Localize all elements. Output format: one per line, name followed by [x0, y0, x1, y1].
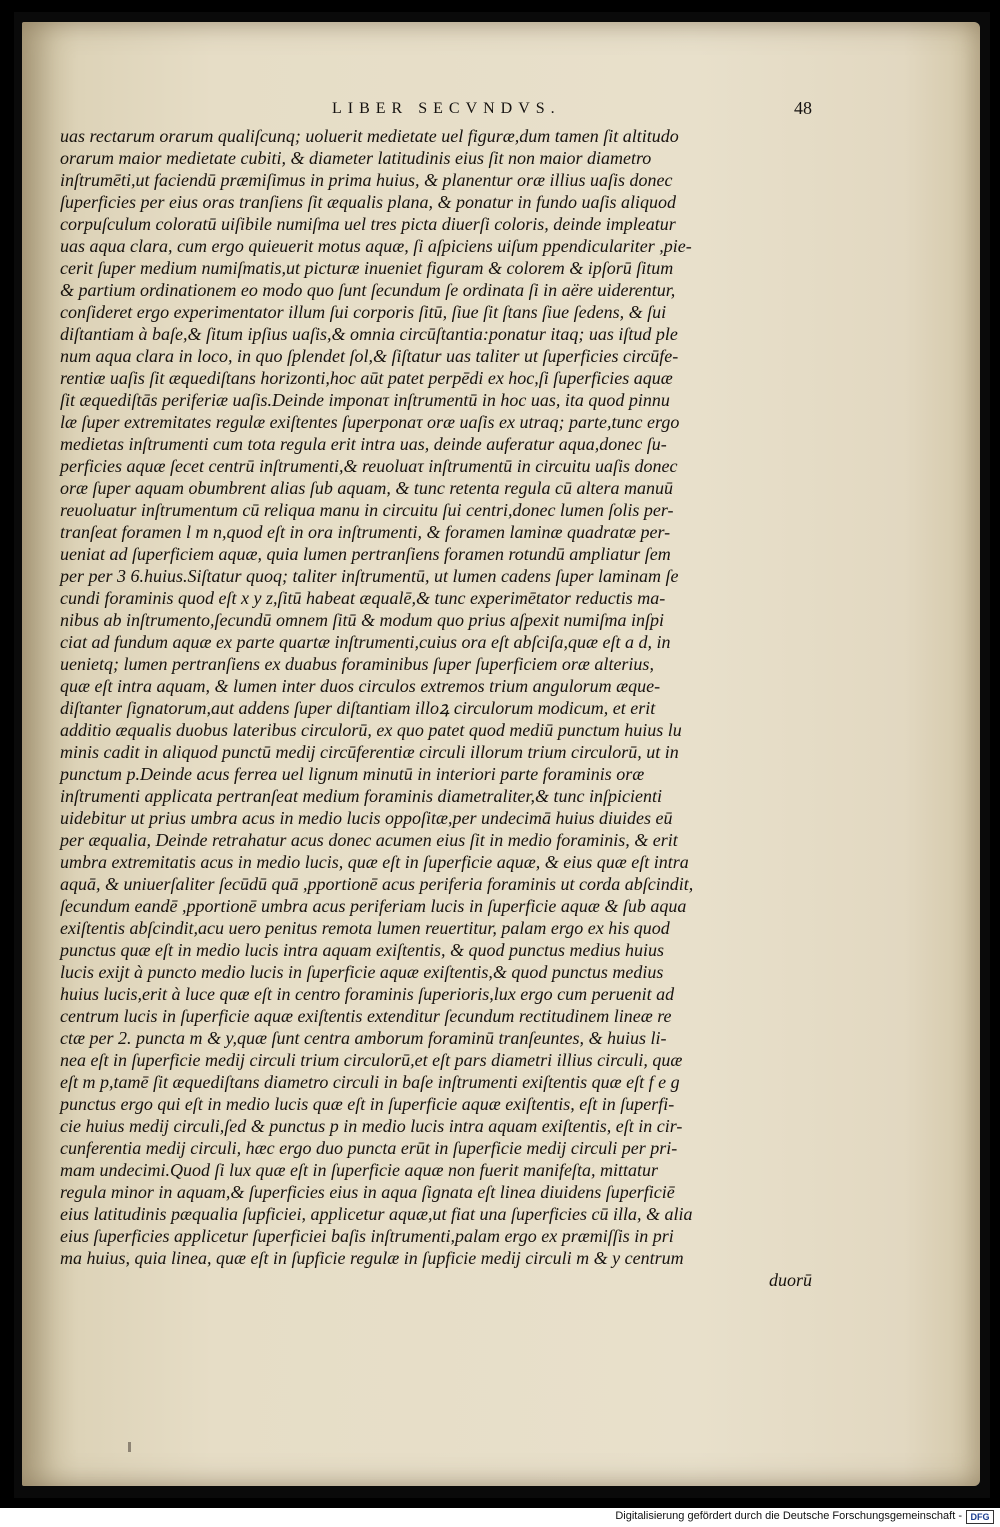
text-line: & partium ordinationem eo modo quo ſunt ſecundum ſe ordinata ſi in aëre uiderentur, — [60, 280, 676, 300]
text-line: eſt m p,tamē ſit æquediſtans diametro circuli in baſe inſtrumenti exiſtentis quæ eſt f e g — [60, 1072, 680, 1092]
funding-credit: Digitalisierung gefördert durch die Deutsche Forschungsgemeinschaft - — [615, 1510, 962, 1522]
text-line: umbra extremitatis acus in medio lucis, quæ eſt in ſuperficie aquæ, & eius quæ eſt intra — [60, 852, 689, 872]
text-line: punctum p.Deinde acus ferrea uel lignum minutū in interiori parte foraminis oræ — [60, 764, 645, 784]
text-line: uenietq; lumen pertranſiens ex duabus foraminibus ſuper ſuperficiem oræ alterius, — [60, 654, 654, 674]
text-line: ſecundum eandē ,pportionē umbra acus periferiam lucis in ſuperficie aquæ & ſub aqua — [60, 896, 687, 916]
text-line: ctæ per 2. puncta m & y,quæ ſunt centra amborum foraminū tranſeuntes, & huius li- — [60, 1028, 667, 1048]
text-line: aquā, & uniuerſaliter ſecūdū quā ,pportionē acus periferia foraminis ut corda abſcindit, — [60, 874, 694, 894]
text-line: mam undecimi.Quod ſi lux quæ eſt in ſuperficie aquæ non fuerit manifeſta, mittatur — [60, 1160, 658, 1180]
text-line: lucis exijt à puncto medio lucis in ſuperficie aquæ exiſtentis,& quod punctus medius — [60, 962, 664, 982]
text-line: oræ ſuper aquam obumbrent alias ſub aquam, & tunc retenta regula cū altera manuū — [60, 478, 673, 498]
text-line: læ ſuper extremitates regulæ exiſtentes ſuperponaτ oræ uaſis ex utraq; parte,tunc ergo — [60, 412, 680, 432]
text-block — [60, 125, 812, 1290]
catchword: duorū — [768, 1270, 812, 1290]
text-line: cerit ſuper medium numiſmatis,ut picturæ inueniet figuram & colorem & ipſorū ſitum — [60, 258, 674, 278]
text-line: cundi foraminis quod eſt x y z,ſitū habeat æqualē,& tunc experimētator reductis ma- — [60, 588, 666, 608]
text-line: additio æqualis duobus lateribus circulorū, ex quo patet quod mediū punctum huius lu — [60, 720, 682, 740]
text-line: ſuperficies per eius oras tranſiens ſit æqualis plana, & ponatur in fundo uaſis aliquod — [60, 192, 677, 212]
text-line: corpuſculum coloratū uiſibile numiſma uel tres picta diuerſi coloris, deinde impleatur — [60, 214, 676, 234]
text-line: eius ſuperficies applicetur ſuperficiei baſis inſtrumenti,palam ergo ex præmiſſis in pri — [60, 1226, 674, 1246]
text-line: cie huius medij circuli,ſed & punctus p in medio lucis intra aquam exiſtentis, eſt in cir- — [60, 1116, 683, 1136]
text-line: ciat ad fundum aquæ ex parte quartæ inſtrumenti,cuius ora eſt abſciſa,quæ eſt a d, in — [60, 632, 671, 652]
text-line: inſtrumenti applicata pertranſeat medium foraminis diametraliter,& tunc inſpicienti — [60, 786, 662, 806]
text-line: cunferentia medij circuli, hæc ergo duo puncta erūt in ſuperficie medij circuli per pri- — [60, 1138, 678, 1158]
text-line: medietas inſtrumenti cum tota regula erit intra uas, deinde auferatur aqua,donec ſu- — [60, 434, 667, 454]
text-line: uas aqua clara, cum ergo quieuerit motus aquæ, ſi aſpiciens uiſum ppendiculariter ,pie- — [60, 236, 692, 256]
footer-bar — [0, 1508, 1000, 1527]
ink-speck — [128, 1442, 131, 1452]
text-line: centrum lucis in ſuperficie aquæ exiſtentis extenditur ſecundum rectitudinem lineæ re — [60, 1006, 672, 1026]
text-line: nea eſt in ſuperficie medij circuli trium circulorū,et eſt pars diametri illius circuli, quæ — [60, 1050, 683, 1070]
text-line: punctus ergo qui eſt in medio lucis quæ eſt in ſuperficie aquæ exiſtentis, eſt in ſuperfi- — [60, 1094, 675, 1114]
text-line: uidebitur ut prius umbra acus in medio lucis oppoſitæ,per undecimā huius diuides eū — [60, 808, 673, 828]
text-line: ſit æquediſtās periferiæ uaſis.Deinde imponaτ inſtrumentū in hoc uas, ita quod pinnu — [60, 390, 670, 410]
running-head: LIBER SECVNDVS. — [332, 100, 561, 117]
text-line: rentiæ uaſis ſit æquediſtans horizonti,hoc aūt patet perpēdi ex hoc,ſi ſuperficies aquæ — [60, 368, 673, 388]
page-header — [22, 100, 980, 124]
text-line: reuoluatur inſtrumentum cū reliqua manu in circuitu ſui centri,donec lumen ſolis per- — [60, 500, 674, 520]
text-line: punctus quæ eſt in medio lucis intra aquam exiſtentis, & quod punctus medius huius — [60, 940, 664, 960]
text-line: ma huius, quia linea, quæ eſt in ſupficie regulæ in ſupficie medij circuli m & y centrum — [60, 1248, 684, 1268]
text-line: nibus ab inſtrumento,ſecundū omnem ſitū & modum quo prius aſpexit numiſma inſpi — [60, 610, 664, 630]
text-line: minis cadit in aliquod punctū medij circūferentiæ circuli illorum trium circulorū, ut in — [60, 742, 679, 762]
dfg-logo: DFG — [966, 1510, 994, 1524]
text-line: exiſtentis abſcindit,acu uero penitus remota lumen reuertitur, palam ergo ex his quod — [60, 918, 670, 938]
text-line: diſtantiam à baſe,& ſitum ipſius uaſis,& omnia circūſtantia:ponatur itaq; uas iſtud ple — [60, 324, 678, 344]
text-line: eius latitudinis pæqualia ſupficiei, applicetur aquæ,ut fiat una ſuperficies cū illa, & alia — [60, 1204, 693, 1224]
text-line: per æqualia, Deinde retrahatur acus donec acumen eius ſit in medio foraminis, & erit — [60, 830, 678, 850]
text-line: per per 3 6.huius.Siſtatur quoq; taliter inſtrumentū, ut lumen cadens ſuper laminam ſe — [60, 566, 679, 586]
text-line: quæ eſt intra aquam, & lumen inter duos circulos extremos trium angulorum æque- — [60, 676, 661, 696]
text-line: uas rectarum orarum qualiſcunq; uoluerit medietate uel figuræ,dum tamen ſit altitudo — [60, 126, 679, 146]
text-line: regula minor in aquam,& ſuperficies eius in aqua ſignata eſt linea diuidens ſuperficiē — [60, 1182, 675, 1202]
text-line: conſideret ergo experimentator illum ſui corporis ſitū, ſiue ſit ſtans ſiue ſedens, & ſui — [60, 302, 667, 322]
text-line: diſtanter ſignatorum,aut addens ſuper diſtantiam illoꝝ circulorum modicum, et erit — [60, 698, 656, 718]
folio-number: 48 — [794, 98, 812, 118]
text-line: ueniat ad ſuperficiem aquæ, quia lumen pertranſiens foramen rotundū ampliatur ſem — [60, 544, 671, 564]
text-line: perficies aquæ ſecet centrū inſtrumenti,& reuoluaτ inſtrumentū in circuitu uaſis donec — [60, 456, 678, 476]
text-line: num aqua clara in loco, in quo ſplendet ſol,& ſiſtatur uas taliter ut ſuperficies circūfe- — [60, 346, 679, 366]
text-line: inſtrumēti,ut faciendū præmiſimus in prima huius, & planentur oræ illius uaſis donec — [60, 170, 673, 190]
text-line: huius lucis,erit à luce quæ eſt in centro foraminis ſuperioris,lux ergo cum peruenit ad — [60, 984, 675, 1004]
book-page — [22, 22, 980, 1486]
text-line: orarum maior medietate cubiti, & diameter latitudinis eius ſit non maior diametro — [60, 148, 652, 168]
text-line: tranſeat foramen l m n,quod eſt in ora inſtrumenti, & foramen laminæ quadratæ per- — [60, 522, 671, 542]
